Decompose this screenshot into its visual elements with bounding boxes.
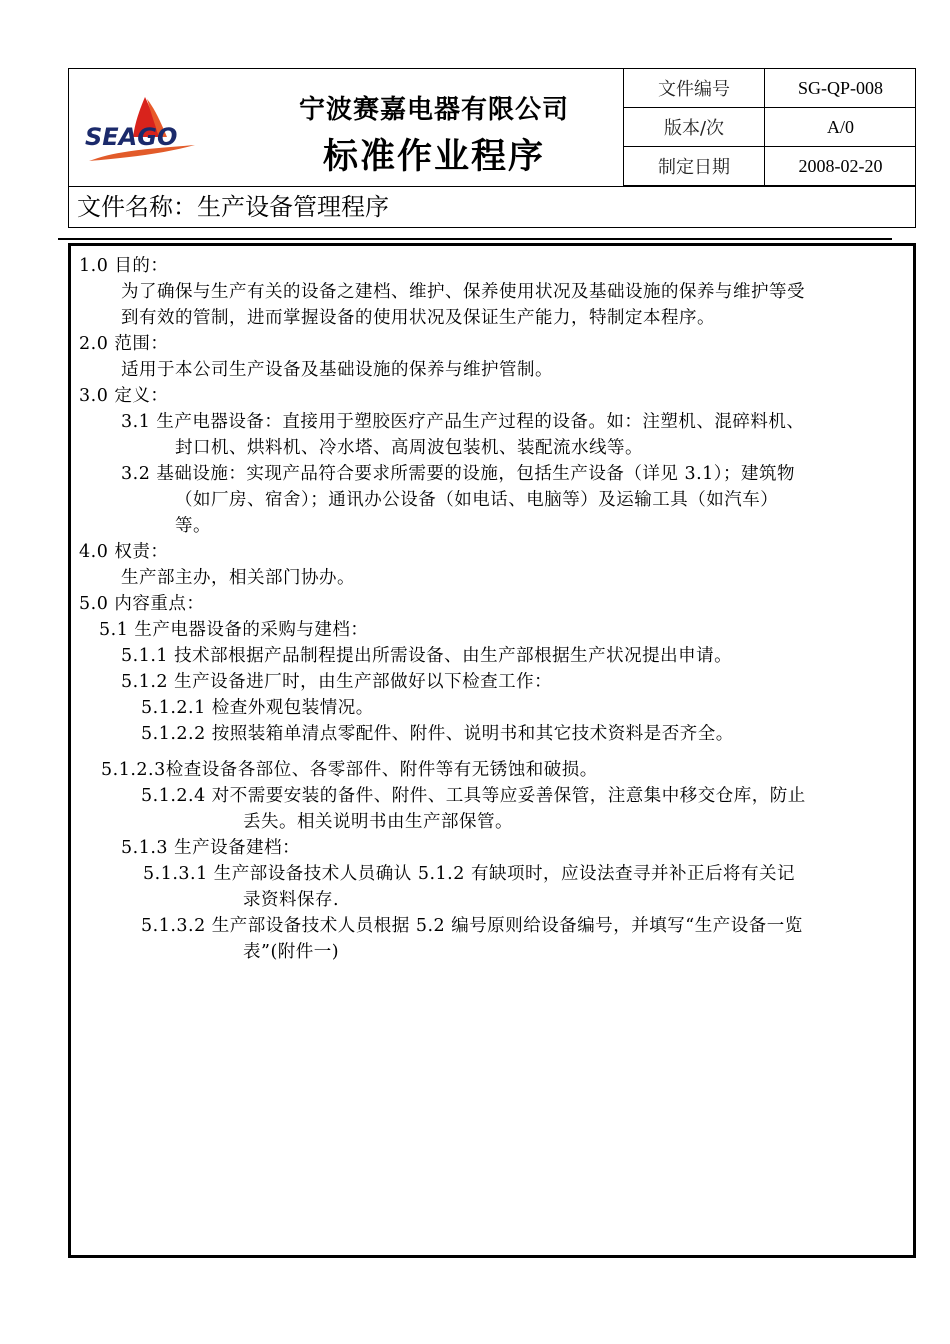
document-type: 标准作业程序 <box>322 137 545 177</box>
body-text: 等。 <box>175 516 211 536</box>
section-heading: 4.0 权责： <box>79 542 169 562</box>
body-text: 生产部主办，相关部门协办。 <box>121 568 355 588</box>
body-text: 封口机、烘料机、冷水塔、高周波包装机、装配流水线等。 <box>175 438 643 458</box>
meta-row-date <box>624 147 917 186</box>
document-header <box>68 68 916 228</box>
header-divider <box>58 238 892 240</box>
document-body <box>68 243 916 1258</box>
body-text: 为了确保与生产有关的设备之建档、维护、保养使用状况及基础设施的保养与维护等受 <box>121 282 805 302</box>
meta-row-version <box>624 108 917 147</box>
body-text: 5.1.2.4 对不需要安装的备件、附件、工具等应妥善保管，注意集中移交仓库，防止 <box>141 786 806 806</box>
subsection-heading: 5.1 生产电器设备的采购与建档： <box>99 620 369 640</box>
body-text: 5.1.1 技术部根据产品制程提出所需设备、由生产部根据生产状况提出申请。 <box>121 646 733 666</box>
body-text: 到有效的管制，进而掌握设备的使用状况及保证生产能力，特制定本程序。 <box>121 308 715 328</box>
meta-value: A/0 <box>765 108 917 147</box>
meta-value: 2008-02-20 <box>765 147 917 186</box>
meta-key: 版本/次 <box>624 108 765 147</box>
body-text: 丢失。相关说明书由生产部保管。 <box>243 812 513 832</box>
body-text: 录资料保存. <box>243 890 340 910</box>
meta-key: 文件编号 <box>624 69 765 108</box>
body-text: 5.1.3 生产设备建档： <box>121 838 301 858</box>
body-text: 5.1.2.3检查设备各部位、各零部件、附件等有无锈蚀和破损。 <box>101 760 598 780</box>
body-text: 适用于本公司生产设备及基础设施的保养与维护管制。 <box>121 360 553 380</box>
body-text: 5.1.3.2 生产部设备技术人员根据 5.2 编号原则给设备编号，并填写“生产设备一览 <box>141 916 803 936</box>
section-heading: 1.0 目的： <box>79 256 169 276</box>
file-name: 文件名称：生产设备管理程序 <box>69 186 915 227</box>
body-text: （如厂房、宿舍）；通讯办公设备（如电话、电脑等）及运输工具（如汽车） <box>175 490 779 510</box>
meta-row-doc-number <box>624 69 917 108</box>
section-heading: 5.0 内容重点： <box>79 594 205 614</box>
document-meta-table <box>623 69 916 186</box>
section-heading: 3.0 定义： <box>79 386 169 406</box>
meta-key: 制定日期 <box>624 147 765 186</box>
body-text: 3.1 生产电器设备：直接用于塑胶医疗产品生产过程的设备。如：注塑机、混碎料机、 <box>121 412 805 432</box>
body-text: 5.1.2 生产设备进厂时，由生产部做好以下检查工作： <box>121 672 553 692</box>
body-text: 5.1.2.1 检查外观包装情况。 <box>141 698 374 718</box>
company-name: 宁波赛嘉电器有限公司 <box>298 95 569 125</box>
body-text: 5.1.2.2 按照装箱单清点零配件、附件、说明书和其它技术资料是否齐全。 <box>141 724 734 744</box>
body-text: 5.1.3.1 生产部设备技术人员确认 5.1.2 有缺项时，应设法查寻并补正后将有关记 <box>143 864 795 884</box>
body-text: 3.2 基础设施：实现产品符合要求所需要的设施，包括生产设备（详见 3.1）；建筑物 <box>121 464 796 484</box>
meta-value: SG-QP-008 <box>765 69 917 108</box>
section-heading: 2.0 范围： <box>79 334 169 354</box>
body-text: 表”(附件一) <box>243 942 340 962</box>
logo-text: SEAGO <box>85 123 178 151</box>
company-logo <box>75 89 205 169</box>
